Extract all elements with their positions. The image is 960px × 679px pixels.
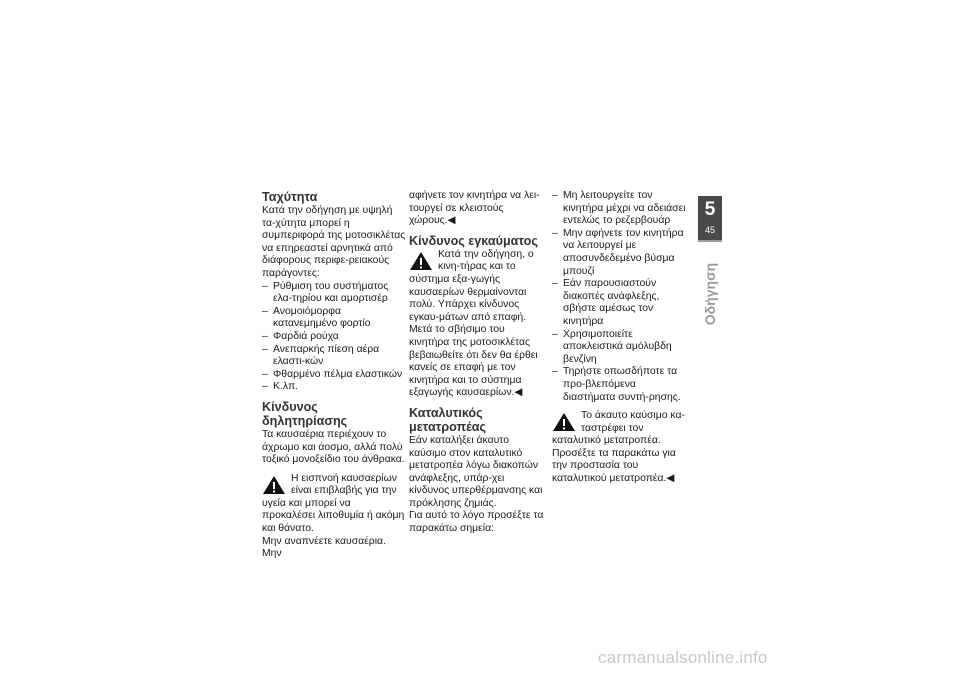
list-item: – Μην αφήνετε τον κινητήρα να λειτουργεί με αποσυνδεδεμένο βύσμα μπουζί xyxy=(552,228,688,278)
list-item: – Κ.λπ. xyxy=(262,381,406,394)
catalyst-text: Εάν καταλήξει άκαυτο καύσιμο στον καταλυτικό μετατροπέα λόγω διακοπών ανάφλεξης, υπάρ-χει κίνδυνος υπερθέρμανσης και πρόκλησης ζημιάς. xyxy=(409,434,543,509)
column-2 xyxy=(409,190,545,536)
column-3 xyxy=(552,190,688,486)
heading-burn: Κίνδυνος εγκαύματος xyxy=(409,233,538,248)
poison-warning-text: Η εισπνοή καυσαερίων είναι επιβλαβής για την υγεία και μπορεί να προκαλέσει λιποθυμία ή ακόμη και θάνατο. xyxy=(262,472,405,535)
poison-tail: Μην αναπνέετε καυσαέρια. Μην xyxy=(262,535,386,560)
poison-text: Τα καυσαέρια περιέχουν το άχρωμο και άοσμο, αλλά πολύ τοξικό μονοξείδιο του άνθρακα. xyxy=(262,428,405,466)
chapter-divider xyxy=(698,240,722,242)
catalyst-list xyxy=(552,190,688,404)
list-item: – Εάν παρουσιαστούν διακοπές ανάφλεξης, σβήστε αμέσως τον κινητήρα xyxy=(552,278,688,328)
warning-triangle-icon xyxy=(409,251,433,271)
page-number: 45 xyxy=(704,225,715,235)
burn-warning-text: Κατά την οδήγηση, ο κινη-τήρας και το σύστημα εξα-γωγής καυσαερίων θερμαίνονται πολύ. Υπάρχει κίνδυνος εγκαυ-μάτων από επαφή. xyxy=(409,248,534,323)
heading-speed: Ταχύτητα xyxy=(262,190,318,204)
chapter-tab xyxy=(698,196,722,240)
catalyst-warning-text: Το άκαυτο καύσιμο κα-ταστρέφει τον καταλυτικό μετατροπέα. xyxy=(552,410,685,447)
burn-text: Μετά το σβήσιμο του κινητήρα της μοτοσικλέτας βεβαιωθείτε ότι δεν θα έρθει κανείς σε επαφή με τον κινητήρα και το σύστημα εξαγωγής καυσαερίων.◀ xyxy=(409,324,538,399)
list-item: – Τηρήστε οπωσδήποτε τα προ-βλεπόμενα διαστήματα συντή-ρησης. xyxy=(552,366,688,404)
list-item: – Ανομοιόμορφα κατανεμημένο φορτίο xyxy=(262,306,406,331)
heading-poison: Κίνδυνος δηλητηρίασης xyxy=(262,399,348,428)
chapter-title: Οδήγηση xyxy=(702,262,718,326)
list-item: – Φαρδιά ρούχα xyxy=(262,331,406,344)
list-item: – Φθαρμένο πέλμα ελαστικών xyxy=(262,369,406,382)
catalyst-tail: Προσέξτε τα παρακάτω για την προστασία του καταλυτικού μετατροπέα.◀ xyxy=(552,447,676,485)
heading-catalyst: Καταλυτικός μετατροπέας xyxy=(409,405,487,434)
list-item: – Ανεπαρκής πίεση αέρα ελαστι-κών xyxy=(262,344,406,369)
column-1 xyxy=(262,190,406,561)
chapter-number: 5 xyxy=(704,199,716,220)
watermark: carmanualsonline.info xyxy=(598,648,768,667)
speed-text: Κατά την οδήγηση με υψηλή τα-χύτητα μπορεί η συμπεριφορά της μοτοσικλέτας να επηρεαστεί αρνητικά από διάφορους περιφε-ρειακούς παράγοντες: xyxy=(262,205,406,279)
burn-warning xyxy=(409,249,545,325)
list-item: – Μη λειτουργείτε τον κινητήρα μέχρι να αδειάσει εντελώς το ρεζερβουάρ xyxy=(552,190,688,228)
continued-text: αφήνετε τον κινητήρα να λει-τουργεί σε κλειστούς χώρους.◀ xyxy=(409,190,540,227)
list-item: – Χρησιμοποιείτε αποκλειστικά αμόλυβδη βενζίνη xyxy=(552,329,688,367)
catalyst-text-2: Για αυτό το λόγο προσέξτε τα παρακάτω σημεία: xyxy=(409,510,544,535)
warning-triangle-icon xyxy=(552,412,576,432)
speed-list xyxy=(262,281,406,394)
list-item: – Ρύθμιση του συστήματος ελα-τηρίου και αμορτισέρ xyxy=(262,281,406,306)
poison-warning xyxy=(262,473,406,536)
catalyst-warning xyxy=(552,410,688,448)
warning-triangle-icon xyxy=(262,475,286,495)
